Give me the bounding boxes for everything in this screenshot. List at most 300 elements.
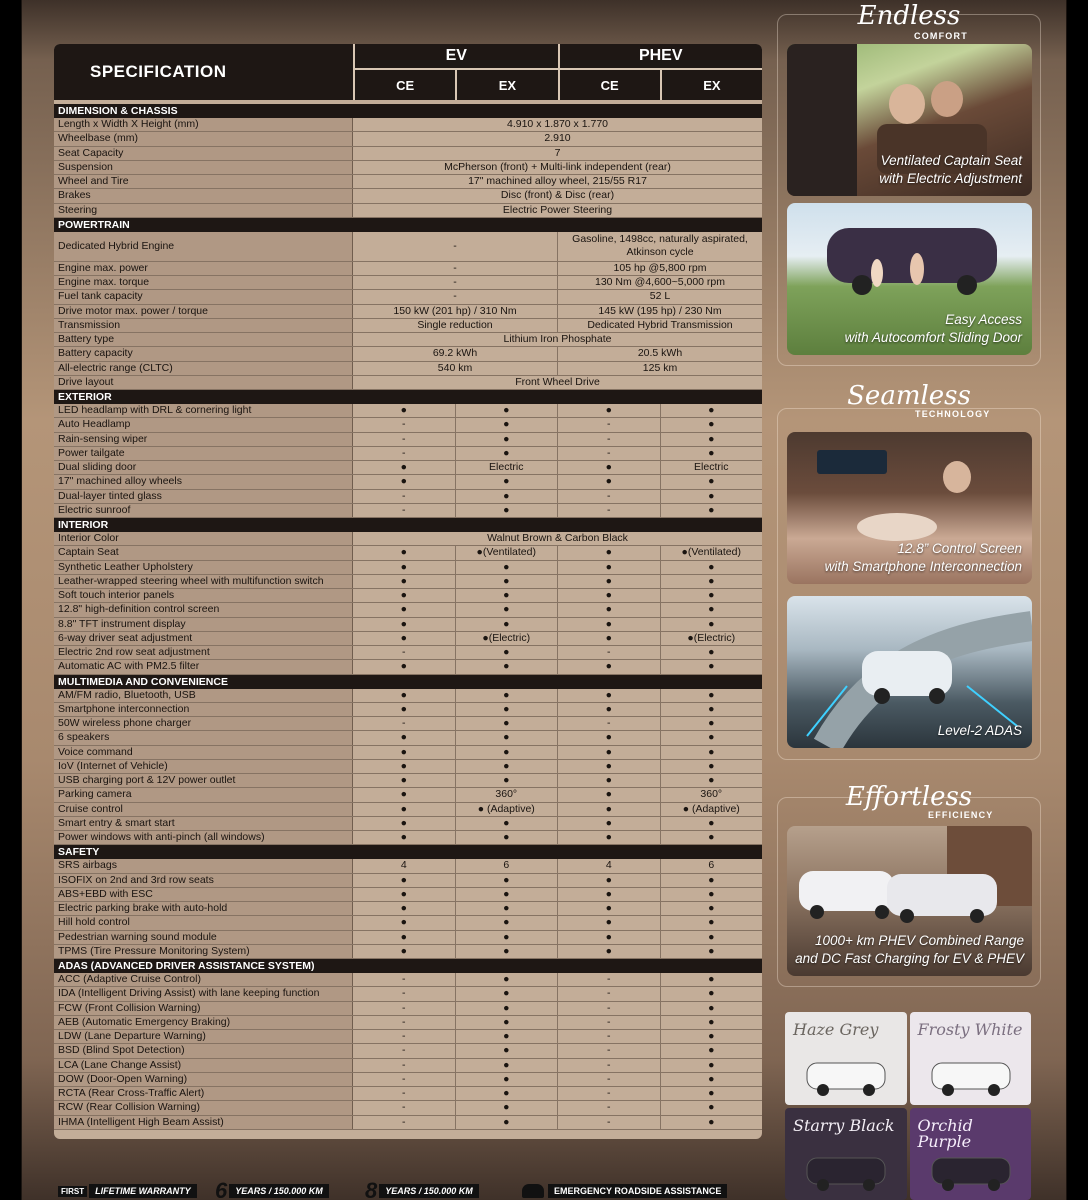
spec-label: Rain-sensing wiper <box>54 433 353 446</box>
spec-row <box>54 475 762 489</box>
spec-row <box>54 433 762 447</box>
six-years-icon: 6 <box>215 1178 228 1200</box>
spec-value: - <box>402 489 406 502</box>
spec-value: ● <box>660 561 763 574</box>
spec-value: ● <box>455 561 558 574</box>
spec-value: ● <box>660 447 763 460</box>
spec-value: - <box>557 1059 660 1072</box>
spec-value: 4 <box>557 859 660 872</box>
spec-row <box>54 788 762 802</box>
spec-value: ● <box>400 702 407 715</box>
spec-value: ● <box>557 618 660 631</box>
spec-value: ● <box>400 589 407 602</box>
color-name: Orchid Purple <box>917 1115 973 1151</box>
spec-value: ● <box>455 575 558 588</box>
panel-technology <box>777 381 1041 760</box>
spec-value: ● <box>557 546 660 559</box>
spec-value: - <box>557 973 660 986</box>
spec-value: 6 <box>660 859 763 872</box>
spec-value: ● <box>455 774 558 787</box>
spec-value: 17" machined alloy wheel, 215/55 R17 <box>468 175 647 188</box>
spec-value: ● <box>660 931 763 944</box>
spec-value: - <box>402 717 406 730</box>
spec-label: BSD (Blind Spot Detection) <box>54 1044 353 1057</box>
variant-trim: CE <box>600 77 619 93</box>
spec-value: ● <box>557 575 660 588</box>
spec-row <box>54 305 762 319</box>
spec-label: IDA (Intelligent Driving Assist) with lane keeping function <box>54 987 353 1000</box>
spec-row <box>54 589 762 603</box>
spec-row <box>54 973 762 987</box>
spec-value: ●(Ventilated) <box>455 546 558 559</box>
first-badge: FIRST <box>58 1186 87 1197</box>
spec-value: ● <box>557 831 660 844</box>
color-name: Frosty White <box>917 1020 1023 1039</box>
spec-row <box>54 1030 762 1044</box>
spec-value: ● <box>400 802 407 815</box>
spec-value: Walnut Brown & Carbon Black <box>487 532 628 545</box>
spec-value: 360° <box>660 788 763 801</box>
spec-value: - <box>557 717 660 730</box>
spec-label: 50W wireless phone charger <box>54 717 353 730</box>
color-swatch <box>785 1012 907 1105</box>
color-name: Haze Grey <box>793 1020 879 1039</box>
spec-value: ● <box>557 731 660 744</box>
spec-label: Electric parking brake with auto-hold <box>54 902 353 915</box>
variant-group-name: PHEV <box>560 44 763 70</box>
spec-value: Lithium Iron Phosphate <box>503 333 612 346</box>
spec-value: ● <box>455 746 558 759</box>
spec-row <box>54 888 762 902</box>
spec-row <box>54 874 762 888</box>
spec-value: - <box>557 418 660 431</box>
spec-value: ● <box>660 618 763 631</box>
spec-row <box>54 118 762 132</box>
spec-value: ● <box>400 688 407 701</box>
spec-value: - <box>557 1044 660 1057</box>
spec-value: - <box>402 1072 406 1085</box>
spec-label: Power tailgate <box>54 447 353 460</box>
spec-value: ● <box>660 490 763 503</box>
spec-value: ● <box>400 560 407 573</box>
spec-value: - <box>557 447 660 460</box>
spec-label: Engine max. torque <box>54 276 353 289</box>
panel-script-title: Endless COMFORT <box>857 1 968 41</box>
spec-value: - <box>557 1002 660 1015</box>
spec-row <box>54 461 762 475</box>
spec-row <box>54 161 762 175</box>
spec-value: ● <box>455 987 558 1000</box>
spec-label: Captain Seat <box>54 546 353 559</box>
spec-value: ● <box>455 603 558 616</box>
van-silhouette-icon <box>928 1152 1014 1192</box>
spec-value: ● <box>400 603 407 616</box>
spec-value: ● <box>455 404 558 417</box>
spec-label: IoV (Internet of Vehicle) <box>54 760 353 773</box>
spec-value: 6 <box>455 859 558 872</box>
spec-label: Parking camera <box>54 788 353 801</box>
spec-value: ● <box>660 603 763 616</box>
spec-value: ● <box>400 930 407 943</box>
spec-value: ● <box>660 817 763 830</box>
spec-value: Single reduction <box>417 318 493 331</box>
spec-value: ● <box>557 404 660 417</box>
spec-row <box>54 319 762 333</box>
spec-row <box>54 931 762 945</box>
spec-value: ● <box>660 646 763 659</box>
spec-row <box>54 504 762 518</box>
spec-value: ● <box>400 660 407 673</box>
spec-value: ●(Electric) <box>455 632 558 645</box>
spec-value: ● <box>557 788 660 801</box>
spec-label: 12.8" high-definition control screen <box>54 603 353 616</box>
spec-value: - <box>402 1115 406 1128</box>
spec-value: Front Wheel Drive <box>515 375 600 388</box>
spec-value: - <box>402 1087 406 1100</box>
spec-value: ● <box>400 759 407 772</box>
spec-value: - <box>453 276 457 289</box>
spec-value: 20.5 kWh <box>557 347 762 360</box>
spec-value: ● <box>557 589 660 602</box>
spec-value: ● <box>557 461 660 474</box>
spec-value: ● <box>660 774 763 787</box>
spec-body <box>54 104 762 1130</box>
spec-label: Drive layout <box>54 376 353 389</box>
spec-value: ● <box>557 803 660 816</box>
spec-row <box>54 1101 762 1115</box>
spec-value: 2.910 <box>544 132 571 145</box>
spec-row <box>54 618 762 632</box>
color-swatches <box>785 1012 1031 1200</box>
spec-value: ● <box>455 703 558 716</box>
spec-row <box>54 774 762 788</box>
spec-label: Drive motor max. power / torque <box>54 305 353 318</box>
van-silhouette-icon <box>803 1057 889 1097</box>
lifetime-warranty-label: LIFETIME WARRANTY <box>89 1184 197 1198</box>
spec-value: ● <box>660 1059 763 1072</box>
spec-value: ● <box>557 660 660 673</box>
spec-value: ● <box>400 461 407 474</box>
spec-label: Brakes <box>54 189 353 202</box>
spec-value: ● <box>660 1002 763 1015</box>
panel-script-title: Effortless EFFICIENCY <box>845 782 994 820</box>
spec-row <box>54 262 762 276</box>
spec-value: 7 <box>554 146 561 159</box>
spec-row <box>54 1073 762 1087</box>
spec-value: ● <box>660 703 763 716</box>
spec-label: Interior Color <box>54 532 353 545</box>
spec-label: TPMS (Tire Pressure Monitoring System) <box>54 945 353 958</box>
spec-label: Fuel tank capacity <box>54 290 353 303</box>
spec-value: 4.910 x 1.870 x 1.770 <box>507 118 608 131</box>
spec-value: - <box>453 261 457 274</box>
spec-value: - <box>402 503 406 516</box>
spec-value: ● <box>660 1087 763 1100</box>
panel-efficiency <box>777 782 1041 987</box>
van-silhouette-icon <box>803 1152 889 1192</box>
spec-row <box>54 490 762 504</box>
spec-value: ● <box>660 1030 763 1043</box>
spec-value: 125 km <box>557 362 762 375</box>
spec-value: ● <box>660 404 763 417</box>
spec-row <box>54 760 762 774</box>
spec-value: ● <box>660 1016 763 1029</box>
footer-first-lifetime <box>58 1182 197 1200</box>
spec-value: ● <box>557 931 660 944</box>
spec-value: ● <box>660 475 763 488</box>
spec-label: Length x Width X Height (mm) <box>54 118 353 131</box>
spec-value: ● <box>557 746 660 759</box>
spec-row <box>54 689 762 703</box>
color-name: Starry Black <box>793 1115 895 1135</box>
spec-row <box>54 945 762 959</box>
spec-value: 105 hp @5,800 rpm <box>557 262 762 275</box>
spec-label: Dual-layer tinted glass <box>54 490 353 503</box>
spec-value: ● <box>455 475 558 488</box>
spec-row <box>54 803 762 817</box>
spec-value: ● <box>400 546 407 559</box>
spec-label: Seat Capacity <box>54 147 353 160</box>
spec-label: Power windows with anti-pinch (all windows) <box>54 831 353 844</box>
spec-value: ● <box>455 717 558 730</box>
spec-row <box>54 916 762 930</box>
spec-label: Wheelbase (mm) <box>54 132 353 145</box>
spec-value: ● <box>455 760 558 773</box>
spec-value: ● <box>455 1087 558 1100</box>
spec-label: Steering <box>54 204 353 217</box>
spec-value: ● <box>455 689 558 702</box>
spec-value: ● <box>660 831 763 844</box>
spec-row <box>54 546 762 560</box>
spec-value: ● <box>660 504 763 517</box>
spec-row <box>54 731 762 745</box>
spec-label: Hill hold control <box>54 916 353 929</box>
spec-value: ● <box>400 631 407 644</box>
spec-value: ● <box>557 632 660 645</box>
spec-label: 6-way driver seat adjustment <box>54 632 353 645</box>
caption-sliding-door: Easy Access with Autocomfort Sliding Door <box>844 312 1022 345</box>
spec-value: 540 km <box>437 361 473 374</box>
spec-value: ● <box>557 603 660 616</box>
spec-value: - <box>557 1073 660 1086</box>
spec-label: Synthetic Leather Upholstery <box>54 561 353 574</box>
section-header: EXTERIOR <box>54 390 762 404</box>
spec-value: ● <box>557 760 660 773</box>
spec-label: AEB (Automatic Emergency Braking) <box>54 1016 353 1029</box>
spec-value: ● <box>660 660 763 673</box>
spec-value: ● <box>660 902 763 915</box>
spec-value: 4 <box>400 859 407 872</box>
spec-value: ● <box>557 916 660 929</box>
spec-row <box>54 347 762 361</box>
spec-value: 145 kW (195 hp) / 230 Nm <box>557 305 762 318</box>
spec-value: ● <box>455 817 558 830</box>
variant-groups <box>353 44 762 100</box>
spec-value: - <box>402 646 406 659</box>
caption-adas: Level-2 ADAS <box>937 723 1022 738</box>
spec-header <box>54 44 762 100</box>
spec-value: - <box>557 504 660 517</box>
spec-value: ● <box>400 916 407 929</box>
spec-row <box>54 703 762 717</box>
spec-row <box>54 817 762 831</box>
spec-value: - <box>557 1087 660 1100</box>
spec-value: ● <box>400 873 407 886</box>
spec-label: Automatic AC with PM2.5 filter <box>54 660 353 673</box>
spec-value: - <box>402 432 406 445</box>
spec-value: ● <box>455 831 558 844</box>
spec-row <box>54 204 762 218</box>
spec-row <box>54 746 762 760</box>
spec-value: ● <box>660 888 763 901</box>
color-swatch <box>910 1108 1032 1200</box>
spec-value: ● <box>455 447 558 460</box>
spec-value: ● (Adaptive) <box>455 803 558 816</box>
spec-row <box>54 575 762 589</box>
section-header: DIMENSION & CHASSIS <box>54 104 762 118</box>
spec-title: SPECIFICATION <box>90 62 227 81</box>
spec-label: Leather-wrapped steering wheel with multifunction switch <box>54 575 353 588</box>
spec-label: RCW (Rear Collision Warning) <box>54 1101 353 1114</box>
spec-value: - <box>402 1015 406 1028</box>
spec-value: ● <box>455 660 558 673</box>
spec-value: Electric Power Steering <box>502 203 613 216</box>
photo-sliding-door <box>787 203 1032 355</box>
spec-label: Dedicated Hybrid Engine <box>54 232 353 261</box>
spec-value: ● <box>660 589 763 602</box>
spec-value: ● <box>400 731 407 744</box>
spec-row <box>54 603 762 617</box>
spec-value: ● <box>660 973 763 986</box>
section-header: INTERIOR <box>54 518 762 532</box>
spec-value: - <box>557 1030 660 1043</box>
photo-efficiency <box>787 826 1032 976</box>
warranty-6-label: YEARS / 150.000 KM <box>229 1184 329 1198</box>
spec-value: - <box>402 1044 406 1057</box>
spec-row <box>54 132 762 146</box>
spec-value: ● <box>455 646 558 659</box>
spec-value: 150 kW (201 hp) / 310 Nm <box>393 304 517 317</box>
spec-value: ● <box>455 874 558 887</box>
spec-label: FCW (Front Collision Warning) <box>54 1002 353 1015</box>
spec-value: Gasoline, 1498cc, naturally aspirated, Atkinson cycle <box>557 232 762 261</box>
spec-value: ● <box>455 418 558 431</box>
spec-value: - <box>402 418 406 431</box>
spec-row <box>54 404 762 418</box>
spec-value: ● <box>455 490 558 503</box>
section-header: POWERTRAIN <box>54 218 762 232</box>
spec-value: ● <box>660 1044 763 1057</box>
spec-value: ● <box>455 1044 558 1057</box>
spec-value: - <box>557 987 660 1000</box>
spec-value: ● <box>660 575 763 588</box>
spec-value: 69.2 kWh <box>432 347 478 360</box>
spec-value: ● <box>660 746 763 759</box>
panel-script-title: Seamless TECHNOLOGY <box>847 381 991 419</box>
spec-value: ● <box>455 1030 558 1043</box>
spec-value: Dedicated Hybrid Transmission <box>557 319 762 332</box>
spec-label: Smartphone interconnection <box>54 703 353 716</box>
spec-value: ● <box>400 831 407 844</box>
spec-label: DOW (Door-Open Warning) <box>54 1073 353 1086</box>
spec-value: ●(Electric) <box>660 632 763 645</box>
eight-years-icon: 8 <box>365 1178 378 1200</box>
photo-captain-seat <box>787 44 1032 196</box>
spec-value: ● <box>557 774 660 787</box>
spec-value: ● <box>455 504 558 517</box>
spec-value: ● <box>557 945 660 958</box>
spec-label: 6 speakers <box>54 731 353 744</box>
spec-row <box>54 1087 762 1101</box>
spec-value: - <box>402 1001 406 1014</box>
spec-value: ● <box>557 689 660 702</box>
spec-value: ● <box>660 987 763 1000</box>
spec-label: Voice command <box>54 746 353 759</box>
spec-table <box>54 44 762 1139</box>
spec-label: Cruise control <box>54 803 353 816</box>
spec-label: Smart entry & smart start <box>54 817 353 830</box>
spec-row <box>54 1059 762 1073</box>
variant-group-name: EV <box>355 44 558 70</box>
spec-row <box>54 632 762 646</box>
spec-value: - <box>557 1116 660 1129</box>
variant-group <box>558 44 763 100</box>
spec-row <box>54 376 762 390</box>
spec-label: Suspension <box>54 161 353 174</box>
spec-value: ● <box>455 1101 558 1114</box>
spec-row <box>54 276 762 290</box>
spec-value: ●(Ventilated) <box>660 546 763 559</box>
spec-value: - <box>557 1016 660 1029</box>
spec-value: ● <box>455 618 558 631</box>
caption-control-screen: 12.8” Control Screen with Smartphone Interconnection <box>824 541 1022 574</box>
spec-row <box>54 660 762 674</box>
spec-row <box>54 147 762 161</box>
spec-value: ● <box>557 703 660 716</box>
panel-comfort <box>777 1 1041 366</box>
spec-value: ● <box>455 1116 558 1129</box>
spec-value: ● <box>455 902 558 915</box>
spec-value: ● <box>557 902 660 915</box>
spec-value: ● <box>455 931 558 944</box>
spec-value: ● <box>455 916 558 929</box>
variant-group <box>353 44 558 100</box>
variant-trim: CE <box>396 77 415 93</box>
spec-value: ● <box>455 973 558 986</box>
spec-value: ● <box>400 404 407 417</box>
spec-value: ● <box>557 817 660 830</box>
spec-value: - <box>557 490 660 503</box>
spec-value: ● <box>455 888 558 901</box>
color-swatch <box>785 1108 907 1200</box>
roadside-label: EMERGENCY ROADSIDE ASSISTANCE <box>548 1184 727 1198</box>
spec-value: 130 Nm @4,600~5,000 rpm <box>557 276 762 289</box>
spec-value: Electric <box>455 461 558 474</box>
spec-value: ● <box>400 902 407 915</box>
spec-row <box>54 859 762 873</box>
spec-value: ● <box>455 1059 558 1072</box>
footer-roadside <box>522 1182 727 1200</box>
spec-row <box>54 1044 762 1058</box>
spec-label: Electric 2nd row seat adjustment <box>54 646 353 659</box>
footer-warranty-6 <box>215 1178 329 1200</box>
spec-label: Engine max. power <box>54 262 353 275</box>
spec-row <box>54 175 762 189</box>
spec-row <box>54 987 762 1001</box>
spec-row <box>54 532 762 546</box>
spec-value: ● <box>455 731 558 744</box>
spec-row <box>54 717 762 731</box>
